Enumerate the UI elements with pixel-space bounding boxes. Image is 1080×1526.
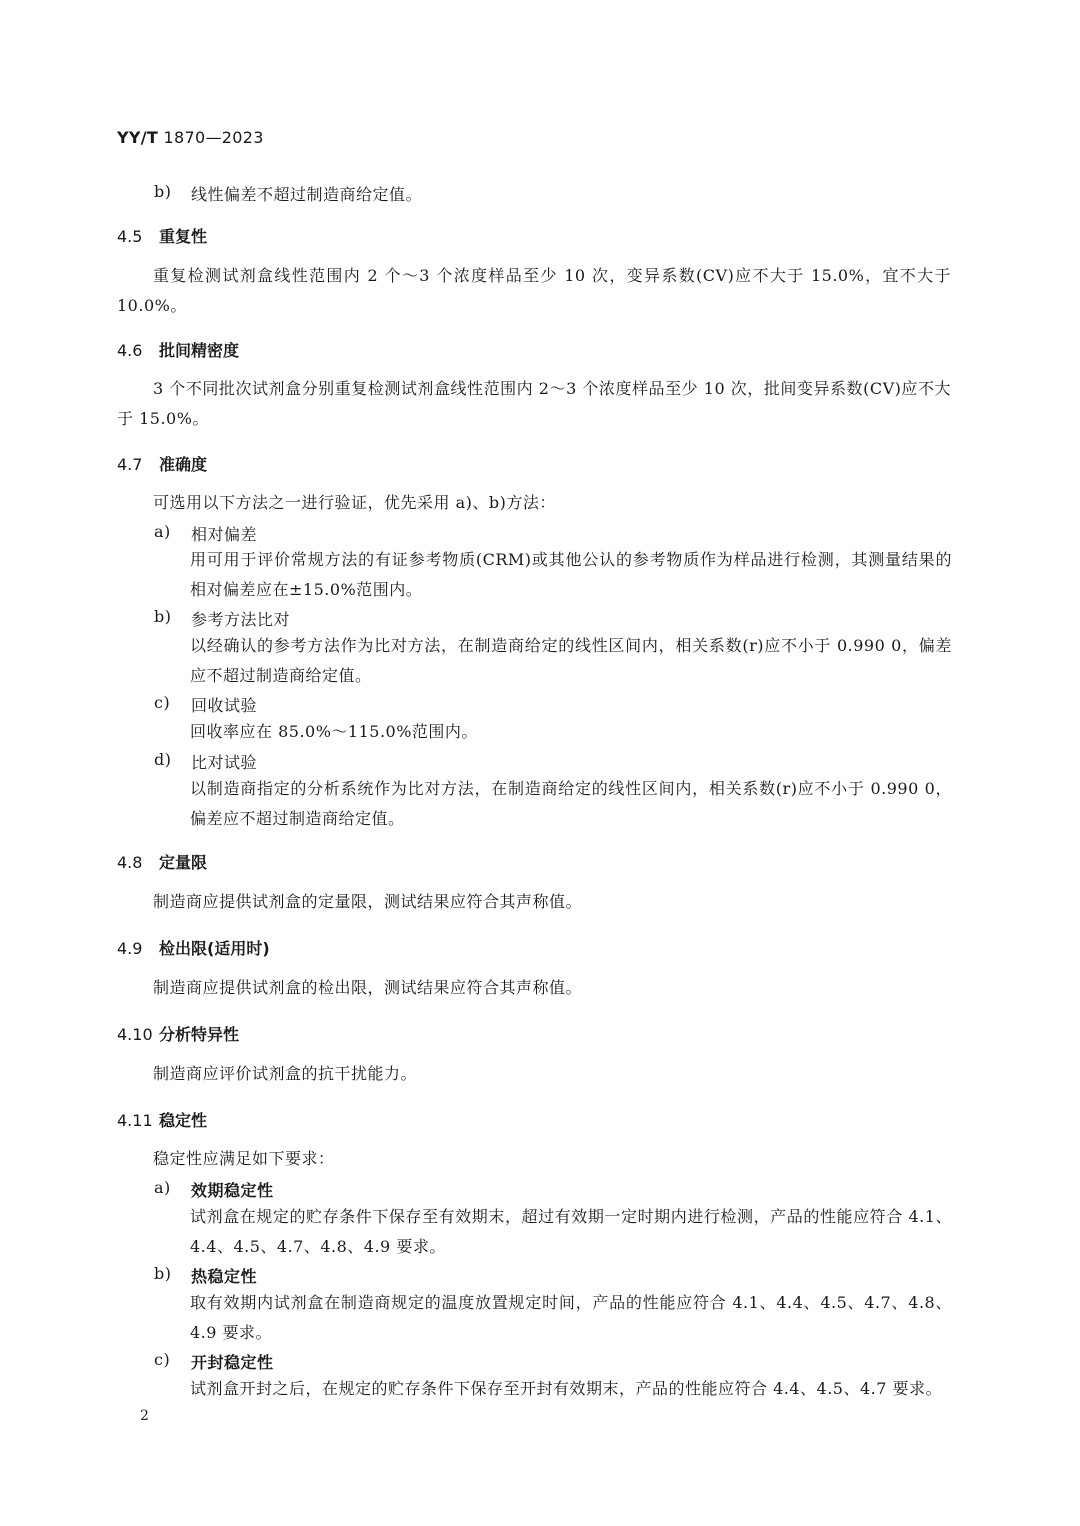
item-text: 取有效期内试剂盒在制造商规定的温度放置规定时间，产品的性能应符合 4.1、4.4、4.5、4.7、4.8、4.9 要求。 (190, 1293, 952, 1342)
item-text: 回收率应在 85.0%～115.0%范围内。 (190, 722, 478, 741)
section-title: 批间精密度 (159, 341, 240, 360)
section-paragraph: 制造商应评价试剂盒的抗干扰能力。 (153, 1064, 418, 1083)
section-number: 4.5 (117, 227, 143, 246)
section-number: 4.9 (117, 939, 143, 958)
section-title: 稳定性 (159, 1111, 208, 1130)
standard-code: YY/T (117, 128, 159, 147)
section-heading-4-5 (117, 224, 207, 247)
section-heading-4-9 (117, 936, 270, 959)
item-label: 开封稳定性 (191, 1353, 274, 1372)
item-marker: a) (154, 1178, 171, 1197)
section-number: 4.7 (117, 455, 143, 474)
item-text: 试剂盒开封之后，在规定的贮存条件下保存至开封有效期末，产品的性能应符合 4.4、4.5、4.7 要求。 (190, 1379, 943, 1398)
item-marker: b) (154, 1264, 172, 1283)
section-intro: 可选用以下方法之一进行验证，优先采用 a)、b)方法： (153, 493, 556, 512)
section-title: 重复性 (159, 227, 208, 246)
item-text: 以制造商指定的分析系统作为比对方法，在制造商给定的线性区间内，相关系数(r)应不小于 0.990 0，偏差应不超过制造商给定值。 (190, 779, 952, 828)
item-text: 以经确认的参考方法作为比对方法，在制造商给定的线性区间内，相关系数(r)应不小于 0.990 0，偏差应不超过制造商给定值。 (190, 636, 952, 685)
section-number: 4.8 (117, 853, 143, 872)
item-marker: b) (154, 182, 172, 201)
item-label: 参考方法比对 (191, 610, 291, 629)
section-paragraph: 制造商应提供试剂盒的检出限，测试结果应符合其声称值。 (153, 978, 583, 997)
standard-number: 1870—2023 (163, 128, 264, 147)
section-paragraph: 3 个不同批次试剂盒分别重复检测试剂盒线性范围内 2～3 个浓度样品至少 10 次，批间变异系数(CV)应不大于 15.0%。 (117, 379, 951, 428)
item-marker: d) (154, 750, 172, 769)
section-heading-4-6 (117, 338, 239, 361)
item-marker: c) (154, 693, 171, 712)
item-label: 回收试验 (191, 696, 258, 715)
item-label: 相对偏差 (191, 525, 258, 544)
section-title: 定量限 (159, 853, 208, 872)
section-number: 4.6 (117, 341, 143, 360)
section-intro: 稳定性应满足如下要求： (153, 1149, 335, 1168)
section-paragraph: 制造商应提供试剂盒的定量限，测试结果应符合其声称值。 (153, 892, 583, 911)
section-paragraph: 重复检测试剂盒线性范围内 2 个～3 个浓度样品至少 10 次，变异系数(CV)应不大于 15.0%，宜不大于 10.0%。 (117, 266, 951, 315)
section-title: 检出限(适用时) (159, 939, 270, 958)
item-text: 试剂盒在规定的贮存条件下保存至有效期末，超过有效期一定时期内进行检测，产品的性能应符合 4.1、4.4、4.5、4.7、4.8、4.9 要求。 (190, 1207, 952, 1256)
section-heading-4-7 (117, 452, 207, 475)
item-label: 效期稳定性 (191, 1181, 274, 1200)
section-heading-4-10 (117, 1022, 239, 1045)
item-text: 线性偏差不超过制造商给定值。 (191, 185, 423, 204)
section-title: 分析特异性 (159, 1025, 240, 1044)
section-number: 4.11 (117, 1111, 153, 1130)
page-number: 2 (140, 1408, 149, 1424)
item-label: 比对试验 (191, 753, 258, 772)
item-text: 用可用于评价常规方法的有证参考物质(CRM)或其他公认的参考物质作为样品进行检测，其测量结果的相对偏差应在±15.0%范围内。 (190, 550, 952, 599)
item-label: 热稳定性 (191, 1267, 258, 1286)
item-marker: b) (154, 607, 172, 626)
item-marker: c) (154, 1350, 171, 1369)
section-number: 4.10 (117, 1025, 153, 1044)
section-heading-4-11 (117, 1108, 207, 1131)
standard-header (117, 128, 264, 147)
item-marker: a) (154, 522, 171, 541)
section-heading-4-8 (117, 850, 207, 873)
section-title: 准确度 (159, 455, 208, 474)
